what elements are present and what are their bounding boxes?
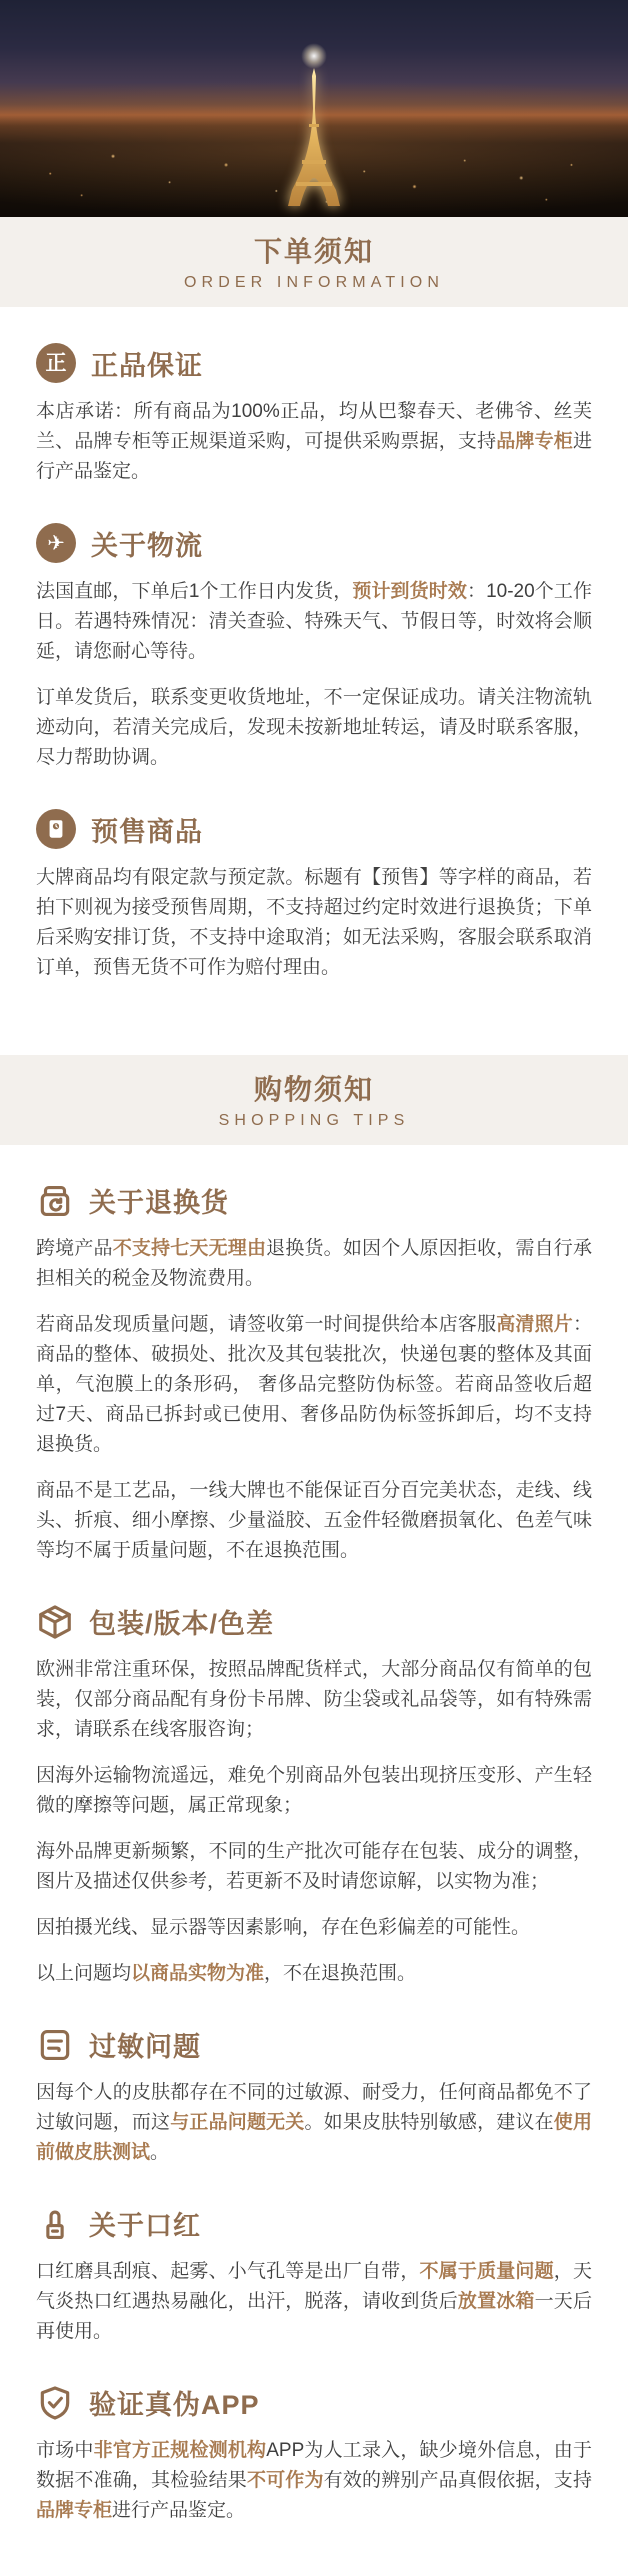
presale-tag-icon — [36, 809, 76, 849]
body-text: 大牌商品均有限定款与预定款。标题有【预售】等字样的商品，若拍下则视为接受预售周期，不支持超过约定时效进行退换货；下单后采购安排订货，不支持中途取消；如无法采购，客服会联系取消订单，预售无货不可作为赔付理由。 — [36, 867, 592, 978]
body-text: ：10-20个工作日。若遇特殊情况：清关查验、特殊天气、节假日等，时效将会顺延，请您耐心等待。 — [36, 581, 592, 662]
order-information-group — [0, 217, 628, 1013]
section-paragraph — [36, 1655, 592, 1745]
section-allergy — [36, 2025, 592, 2168]
section-title: 过敏问题 — [89, 2032, 201, 2062]
section-returns — [36, 1181, 592, 1566]
section-header — [36, 2204, 592, 2243]
body-text: 市场中 — [36, 2440, 94, 2461]
shopping-tips-band — [0, 1055, 628, 1145]
band-subtitle: ORDER INFORMATION — [183, 274, 445, 291]
section-paragraph — [36, 1761, 592, 1821]
package-box-icon — [36, 1603, 74, 1641]
section-title: 关于口红 — [89, 2211, 201, 2241]
section-paragraph — [36, 1913, 592, 1943]
order-information-band — [0, 217, 628, 307]
tower-beacon-light — [301, 43, 327, 69]
section-paragraph — [36, 577, 592, 667]
section-header — [36, 343, 592, 383]
highlighted-text: 不属于质量问题 — [419, 2261, 554, 2282]
band-title: 下单须知 — [253, 236, 374, 267]
section-title: 验证真伪APP — [89, 2390, 260, 2420]
body-text: 因海外运输物流遥远，难免个别商品外包装出现挤压变形、产生轻微的摩擦等问题，属正常现象； — [36, 1765, 592, 1816]
body-text: 法国直邮，下单后1个工作日内发货， — [36, 581, 353, 602]
section-title: 正品保证 — [91, 350, 203, 381]
section-paragraph — [36, 1959, 592, 1989]
highlighted-text: 不支持七天无理由 — [112, 1238, 267, 1259]
highlighted-text: 预计到货时效 — [352, 581, 467, 602]
shield-check-icon — [36, 2384, 74, 2422]
body-text: APP为人工录入，缺少境外信息，由于数据不准确，其检验结果 — [36, 2440, 592, 2491]
section-header — [36, 1181, 592, 1220]
section-header — [36, 2383, 592, 2422]
shopping-tips-sections — [0, 1181, 628, 2556]
section-packaging — [36, 1602, 592, 1989]
body-text: ：商品的整体、破损处、批次及其包装批次，快递包裹的整体及其面单，气泡膜上的条形码， 奢侈品完整防伪标签。若商品签收后超过7天、商品已拆封或已使用、奢侈品防伪标签拆卸后，均不支持退换货。 — [36, 1314, 592, 1455]
body-text: 海外品牌更新频繁，不同的生产批次可能存在包装、成分的调整，图片及描述仅供参考，若更新不及时请您谅解，以实物为准； — [36, 1841, 592, 1892]
body-text: 。如果皮肤特别敏感，建议在 — [304, 2112, 554, 2133]
highlighted-text: 以商品实物为准 — [131, 1963, 265, 1984]
highlighted-text: 品牌专柜 — [36, 2500, 113, 2521]
section-title: 包装/版本/色差 — [89, 1609, 275, 1639]
body-text: ，不在退换范围。 — [264, 1963, 417, 1984]
section-presale — [36, 809, 592, 983]
return-bag-icon — [36, 1182, 74, 1220]
body-text: 以上问题均 — [36, 1963, 132, 1984]
body-text: 进行产品鉴定。 — [36, 431, 592, 482]
body-text: ，天气炎热口红遇热易融化，出汗，脱落，请收到货后 — [36, 2261, 592, 2312]
section-paragraph — [36, 2078, 592, 2168]
section-verify-app — [36, 2383, 592, 2526]
order-information-sections — [0, 343, 628, 1013]
body-text: 若商品发现质量问题，请签收第一时间提供给本店客服 — [36, 1314, 497, 1335]
section-title: 预售商品 — [91, 816, 203, 847]
body-text: 。 — [150, 2142, 170, 2163]
section-logistics — [36, 523, 592, 773]
highlighted-text: 放置冰箱 — [457, 2291, 535, 2312]
section-paragraph — [36, 683, 592, 773]
body-text: 欧洲非常注重环保，按照品牌配货样式，大部分商品仅有简单的包装，仅部分商品配有身份卡吊牌、防尘袋或礼品袋等，如有特殊需求，请联系在线客服咨询； — [36, 1659, 592, 1740]
body-text: 跨境产品 — [36, 1238, 113, 1259]
body-text: 一天后再使用。 — [36, 2291, 592, 2342]
section-paragraph — [36, 1234, 592, 1294]
body-text: 有效的辨别产品真假依据，支持 — [323, 2470, 592, 2491]
shopping-tips-group — [0, 1055, 628, 2556]
section-header — [36, 2025, 592, 2064]
icon-glyph: ✈ — [47, 531, 65, 555]
body-text: 进行产品鉴定。 — [112, 2500, 246, 2521]
highlighted-text: 使用前做皮肤测试 — [36, 2112, 592, 2163]
hero-paris-night-photo — [0, 0, 628, 217]
allergy-note-icon — [36, 2026, 74, 2064]
band-title: 购物须知 — [253, 1074, 374, 1105]
section-header — [36, 1602, 592, 1641]
section-paragraph — [36, 397, 592, 487]
airplane-icon — [36, 523, 76, 563]
body-text: 因每个人的皮肤都存在不同的过敏源、耐受力，任何商品都免不了过敏问题，而这 — [36, 2082, 592, 2133]
section-header — [36, 809, 592, 849]
body-text: 退换货。如因个人原因拒收，需自行承担相关的税金及物流费用。 — [36, 1238, 592, 1289]
section-lipstick — [36, 2204, 592, 2347]
body-text: 因拍摄光线、显示器等因素影响，存在色彩偏差的可能性。 — [36, 1917, 531, 1938]
authentic-seal-icon — [36, 343, 76, 383]
section-header — [36, 523, 592, 563]
band-subtitle: SHOPPING TIPS — [218, 1112, 410, 1129]
section-title: 关于物流 — [91, 530, 203, 561]
section-paragraph — [36, 1310, 592, 1460]
highlighted-text: 高清照片 — [496, 1314, 573, 1335]
icon-glyph: 正 — [45, 351, 67, 375]
highlighted-text: 不可作为 — [246, 2470, 324, 2491]
body-text: 口红磨具刮痕、起雾、小气孔等是出厂自带， — [36, 2261, 420, 2282]
body-text: 商品不是工艺品，一线大牌也不能保证百分百完美状态，走线、线头、折痕、细小摩擦、少量溢胶、五金件轻微磨损氧化、色差气味等均不属于质量问题，不在退换范围。 — [36, 1480, 592, 1561]
highlighted-text: 与正品问题无关 — [170, 2112, 305, 2133]
body-text: 订单发货后，联系变更收货地址，不一定保证成功。请关注物流轨迹动向，若清关完成后，发现未按新地址转运，请及时联系客服，尽力帮助协调。 — [36, 687, 592, 768]
section-authenticity — [36, 343, 592, 487]
body-text: 本店承诺：所有商品为100%正品，均从巴黎春天、老佛爷、丝芙兰、品牌专柜等正规渠道采购，可提供采购票据，支持 — [36, 401, 592, 452]
section-paragraph — [36, 2436, 592, 2526]
section-title: 关于退换货 — [89, 1188, 229, 1218]
lipstick-icon — [36, 2205, 74, 2243]
section-paragraph — [36, 1837, 592, 1897]
section-paragraph — [36, 2257, 592, 2347]
section-paragraph — [36, 863, 592, 983]
highlighted-text: 品牌专柜 — [496, 431, 573, 452]
highlighted-text: 非官方正规检测机构 — [93, 2440, 267, 2461]
eiffel-tower-illustration — [282, 68, 346, 217]
section-paragraph — [36, 1476, 592, 1566]
